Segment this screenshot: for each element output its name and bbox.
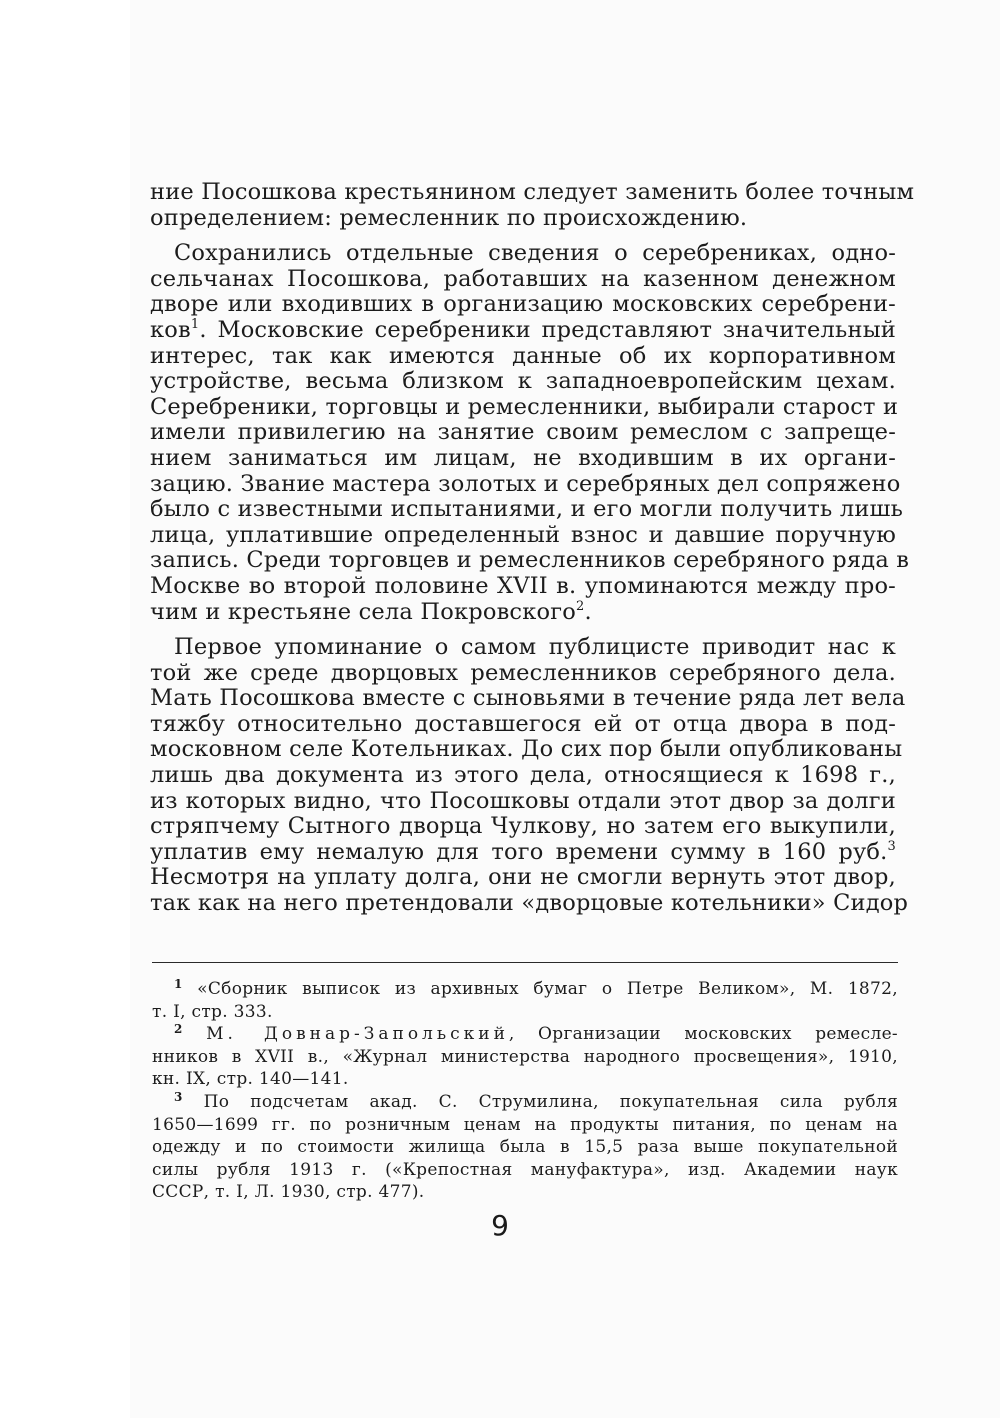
text-line: Москве во второй половине XVII в. упоминаются между про- (150, 572, 896, 599)
paragraph (150, 240, 910, 625)
footnote-line: СССР, т. I, Л. 1930, стр. 477). (152, 1182, 425, 1203)
footnote-marker: 3 (174, 1089, 183, 1104)
text-line: устройстве, весьма близком к западноевропейским цехам. (150, 368, 896, 395)
main-text (150, 179, 915, 917)
footnote-3 (152, 1091, 898, 1204)
text-fragment: . (584, 598, 592, 625)
footnote-marker: 1 (174, 977, 183, 991)
footnotes (152, 978, 898, 1204)
text-line: было с известными испытаниями, и его могли получить лишь (150, 496, 904, 523)
text-line: Мать Посошкова вместе с сыновьями в течение ряда лет вела (150, 685, 906, 712)
text-line: запись. Среди торговцев и ремесленников серебряного ряда в (150, 547, 910, 574)
footnote-line: 1650—1699 гг. по розничным ценам на продукты питания, по ценам на (152, 1114, 898, 1135)
paragraph (150, 634, 909, 917)
text-line: зацию. Звание мастера золотых и серебряных дел сопряжено (150, 470, 901, 497)
text-line (150, 318, 896, 344)
footnote-line: т. I, стр. 333. (152, 1001, 273, 1022)
text-line: из которых видно, что Посошковы отдали этот двор за долги (150, 787, 896, 814)
footnote-2 (152, 1023, 898, 1091)
footnote-author: М. Довнар-Запольский (206, 1024, 509, 1045)
text-line: так как на него претендовали «дворцовые котельники» Сидор (150, 890, 909, 917)
text-line (150, 840, 896, 866)
footnote-ref: 3 (887, 838, 896, 854)
footnote-line (152, 1091, 898, 1114)
text-fragment: чим и крестьяне села Покровского (150, 598, 576, 625)
footnote-1 (152, 978, 898, 1023)
footnote-line (152, 1023, 898, 1046)
text-line: Первое упоминание о самом публицисте приводит нас к (174, 634, 896, 661)
footnote-line (152, 978, 898, 1001)
footnote-line: силы рубля 1913 г. («Крепостная мануфактура», изд. Академии наук (152, 1159, 898, 1180)
text-line: интерес, так как имеются данные об их корпоративном (150, 342, 896, 369)
text-line: Серебреники, торговцы и ремесленники, выбирали старост и (150, 393, 899, 420)
text-line: той же среде дворцовых ремесленников серебряного дела. (150, 659, 896, 686)
text-fragment: . Московские серебреники представляют значительный (199, 316, 896, 343)
text-fragment: уплатив ему немалую для того времени сумму в 160 руб. (150, 838, 888, 865)
text-line: имели привилегию на занятие своим ремеслом с запреще- (150, 419, 896, 446)
text-line: стряпчему Сытного дворца Чулкову, но затем его выкупили, (150, 813, 896, 840)
footnote-divider (152, 962, 898, 963)
footnote-marker: 2 (174, 1022, 183, 1037)
text-line: московном селе Котельниках. До сих пор были опубликованы (150, 736, 903, 763)
text-line: нием заниматься им лицам, не входившим в их органи- (150, 444, 896, 471)
footnote-line: одежду и по стоимости жилища была в 15,5 раза выше покупательной (152, 1137, 898, 1158)
footnote-ref: 1 (190, 316, 200, 332)
footnote-text: , Организации московских ремесле- (508, 1024, 898, 1045)
text-line: сельчанах Посошкова, работавших на казенном денежном (150, 265, 896, 292)
text-line: лица, уплатившие определенный взнос и давшие поручную (150, 521, 896, 548)
text-line: лишь два документа из этого дела, относящиеся к 1698 г., (150, 762, 896, 789)
text-line (150, 600, 896, 626)
text-line: Сохранились отдельные сведения о серебрениках, одно- (174, 240, 896, 267)
footnote-line: кн. IX, стр. 140—141. (152, 1069, 349, 1090)
text-line: ние Посошкова крестьянином следует заменить более точным (150, 179, 915, 205)
text-fragment: ков (150, 316, 191, 343)
text-line: Несмотря на уплату долга, они не смогли вернуть этот двор, (150, 864, 896, 891)
text-line: определением: ремесленник по происхождению. (150, 204, 748, 231)
footnote-line: нников в XVII в., «Журнал министерства народного просвещения», 1910, (152, 1046, 898, 1067)
text-line: тяжбу относительно доставшегося ей от отца двора в под- (150, 710, 896, 737)
scan-margin (0, 0, 130, 1418)
paragraph (150, 179, 915, 231)
page-number: 9 (491, 1209, 509, 1242)
text-line: дворе или входивших в организацию московских серебрени- (150, 291, 896, 318)
footnote-text: По подсчетам акад. С. Струмилина, покупательная сила рубля (203, 1091, 898, 1112)
footnote-text: «Сборник выписок из архивных бумаг о Петре Великом», М. 1872, (197, 979, 898, 999)
footnote-ref: 2 (575, 598, 585, 614)
